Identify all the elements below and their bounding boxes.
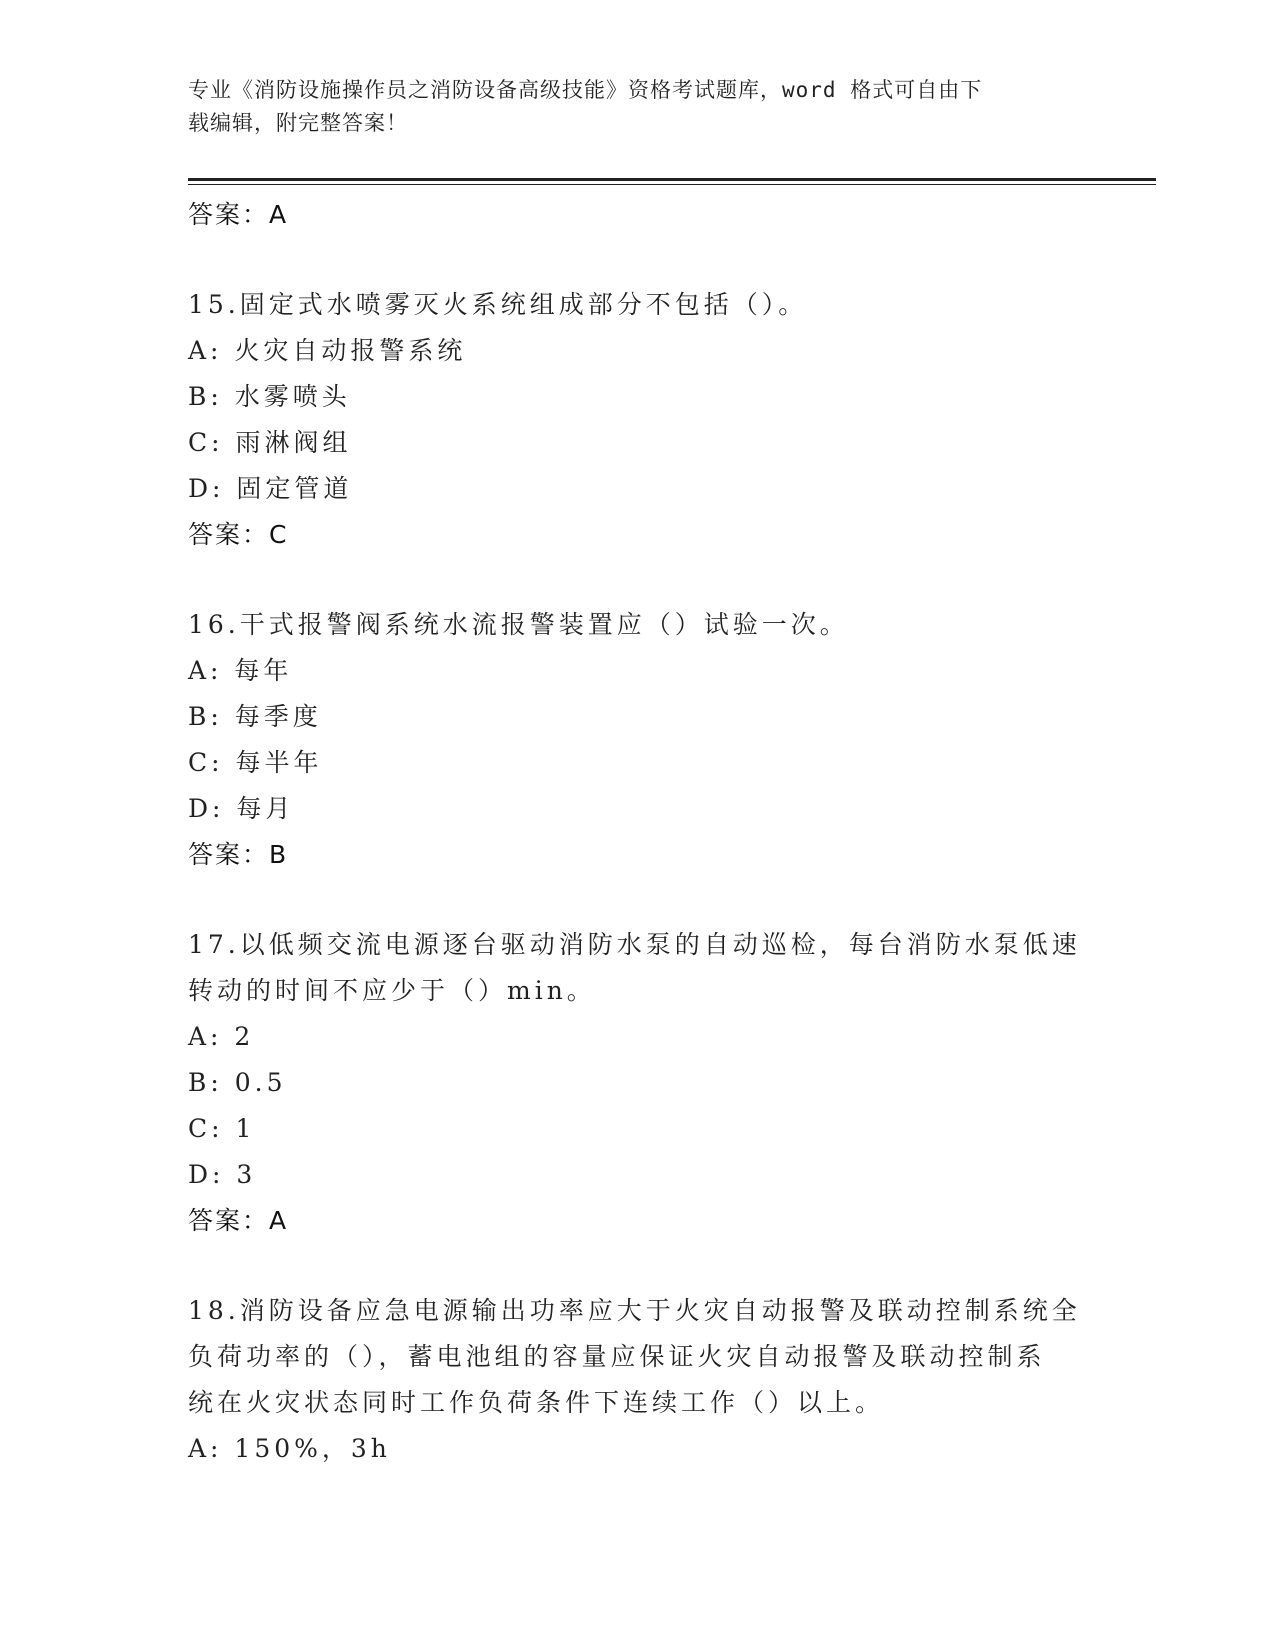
- option-d: D: 固定管道: [188, 474, 353, 503]
- option-d: D: 3: [188, 1160, 257, 1189]
- answer: 答案：C: [188, 520, 289, 549]
- question-stem: 16.干式报警阀系统水流报警装置应（）试验一次。: [188, 610, 849, 639]
- question-18: [188, 1288, 1088, 1472]
- question-stem: 15.固定式水喷雾灭火系统组成部分不包括（）。: [188, 290, 808, 319]
- question-15: [188, 282, 1088, 558]
- option-a: A: 150%，3h: [188, 1434, 391, 1463]
- question-16: [188, 602, 1088, 878]
- option-b: B: 每季度: [188, 702, 322, 731]
- question-list: [188, 192, 1088, 1472]
- question-stem-line-1: 18.消防设备应急电源输出功率应大于火灾自动报警及联动控制系统全: [188, 1296, 1081, 1325]
- prev-answer: 答案：A: [188, 200, 289, 229]
- option-c: C: 1: [188, 1114, 256, 1143]
- option-c: C: 每半年: [188, 748, 323, 777]
- answer: 答案：B: [188, 840, 289, 869]
- document-header: [188, 74, 1088, 140]
- header-divider-thin: [188, 184, 1156, 185]
- option-d: D: 每月: [188, 794, 295, 823]
- option-a: A: 每年: [188, 656, 293, 685]
- question-17: [188, 922, 1088, 1244]
- header-line-2: 载编辑，附完整答案！: [188, 111, 408, 135]
- question-stem-line-2: 转动的时间不应少于（）min。: [188, 976, 596, 1005]
- option-a: A: 2: [188, 1022, 255, 1051]
- answer: 答案：A: [188, 1206, 289, 1235]
- question-stem-line-2: 负荷功率的（），蓄电池组的容量应保证火灾自动报警及联动控制系: [188, 1342, 1046, 1371]
- option-a: A: 火灾自动报警系统: [188, 336, 467, 365]
- option-b: B: 水雾喷头: [188, 382, 351, 411]
- question-stem-line-3: 统在火灾状态同时工作负荷条件下连续工作（）以上。: [188, 1388, 885, 1417]
- option-c: C: 雨淋阀组: [188, 428, 352, 457]
- header-line-1: 专业《消防设施操作员之消防设备高级技能》资格考试题库，word 格式可自由下: [188, 78, 983, 102]
- header-divider-thick: [188, 178, 1156, 181]
- option-b: B: 0.5: [188, 1068, 287, 1097]
- question-stem-line-1: 17.以低频交流电源逐台驱动消防水泵的自动巡检，每台消防水泵低速: [188, 930, 1081, 959]
